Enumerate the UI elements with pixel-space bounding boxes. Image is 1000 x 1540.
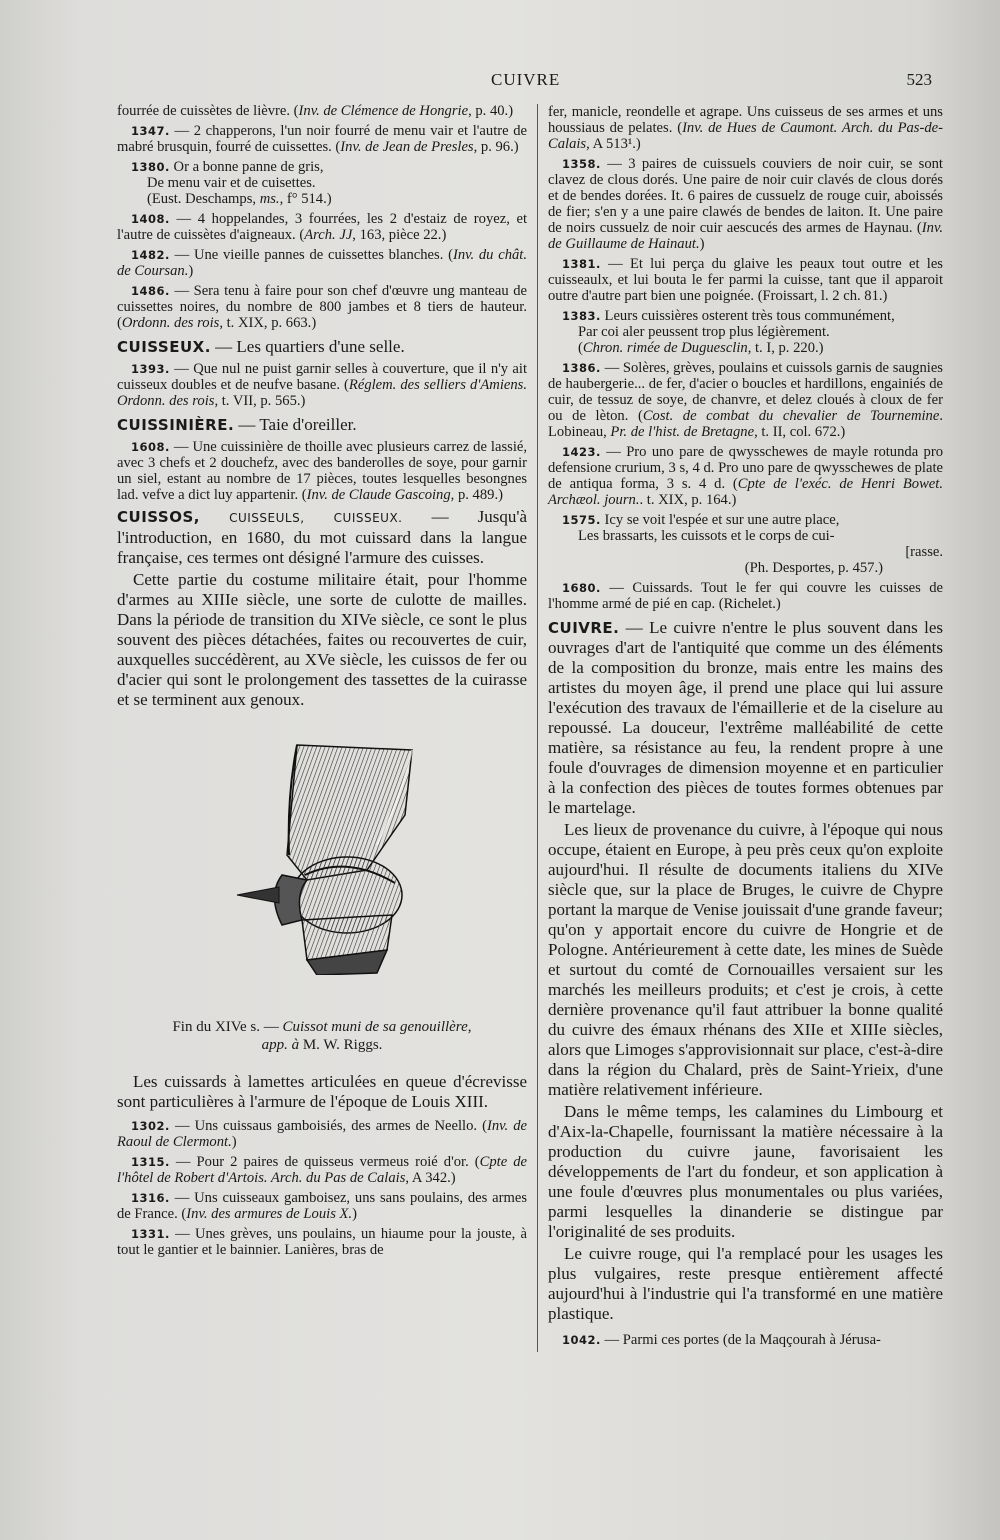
citation-1575: 1575. Icy se voit l'espée et sur une autre place, Les brassarts, les cuissots et le corps de cui- [rasse. (Ph. Desportes, p. 457.)	[562, 512, 943, 576]
running-title: CUIVRE	[491, 70, 561, 89]
running-head	[0, 70, 1000, 94]
citation-1302: 1302. — Uns cuissaus gamboisiés, des armes de Neello. (Inv. de Raoul de Clermont.)	[117, 1118, 527, 1150]
citation-1347: 1347. — 2 chapperons, l'un noir fourré de menu vair et l'autre de mabré brusquin, fourré de cuissettes. (Inv. de Jean de Presles, p. 96.)	[117, 123, 527, 155]
citation-1482: 1482. — Une vieille pannes de cuissettes blanches. (Inv. du chât. de Coursan.)	[117, 247, 527, 279]
entry-cuissiniere: CUISSINIÈRE. — Taie d'oreiller.	[117, 415, 357, 434]
entry-cuisseux: CUISSEUX. — Les quartiers d'une selle.	[117, 337, 405, 356]
citation-1316: 1316. — Uns cuisseaux gamboisez, uns sans poulains, des armes de France. (Inv. des armures de Louis X.)	[117, 1190, 527, 1222]
citation-1042: 1042. — Parmi ces portes (de la Maqçourah à Jérusa-	[562, 1332, 881, 1348]
citation-1381: 1381. — Et lui perça du glaive les peaux tout outre et les cuisseaulx, et lui bouta le fer parmi la cuisse, tant que il apparoit outre d'autre part bien une poignée. (Froissart, l. 2 ch. 81.)	[548, 256, 943, 304]
entry-cuissos: CUISSOS, CUISSEULS, CUISSEUX. — Jusqu'à l'introduction, en 1680, du mot cuissard dans la langue française, ces termes ont désigné l'armure des cuisses.	[117, 507, 527, 567]
figure-caption: Fin du XIVe s. — Cuissot muni de sa genouillère, app. à M. W. Riggs.	[172, 1019, 472, 1053]
cuissot-engraving	[227, 735, 427, 975]
citation-1380: 1380. Or a bonne panne de gris, De menu vair et de cuisettes. (Eust. Deschamps, ms., f° 514.)	[131, 159, 332, 207]
page-number: 523	[906, 70, 932, 89]
entry-continuation: fourrée de cuissètes de lièvre. (Inv. de Clémence de Hongrie, p. 40.)	[117, 103, 514, 119]
citation-1383: 1383. Leurs cuissières osterent très tous communément, Par coi aler peussent trop plus légièrement. (Chron. rimée de Duguesclin, t. I, p. 220.)	[562, 308, 895, 356]
citation-1386: 1386. — Solères, grèves, poulains et cuissols garnis de saugnies de haubergerie... de fer, d'acier o boucles et hardillons, engainiés de cuir, de tessuz de soye, de chanvre, et delez cloués à cloux de fer ou de lèton. (Cost. de combat du chevalier de Tournemine. Lobineau, Pr. de l'hist. de Bretagne, t. II, col. 672.)	[548, 360, 943, 440]
citation-1680: 1680. — Cuissards. Tout le fer qui couvre les cuisses de l'homme armé de pié en cap. (Richelet.)	[548, 580, 943, 612]
paragraph-cuivre-rouge: Le cuivre rouge, qui l'a remplacé pour les usages les plus vulgaires, reste presque entièrement affecté aujourd'hui à l'industrie qui l'a transformé en une matière plastique.	[548, 1244, 943, 1323]
citation-1315: 1315. — Pour 2 paires de quisseus vermeus roié d'or. (Cpte de l'hôtel de Robert d'Artois. Arch. du Pas de Calais, A 342.)	[117, 1154, 527, 1186]
citation-1608: 1608. — Une cuissinière de thoille avec plusieurs carrez de lassié, avec 3 chefs et 2 douchefz, avec des banderolles de soye, pour garnir un siel, estant au nombre de 17 pièces, toutes lesquelles besongnes lad. vefve a dict luy appartenir. (Inv. de Claude Gascoing, p. 489.)	[117, 439, 527, 503]
citation-1358: 1358. — 3 paires de cuissuels couviers de noir cuir, se sont clavez de clous dorés. Une paire de noir cuir clavés de clous dorés et de bendes dorées. It. 6 paires de cussuelz de rouge cuir, aboissés de fier; s'en y a une paire clawés de bendes de laiton. It. Une paire de noirs cussuelz de noir cuir aescucés des armes de Haynau. (Inv. de Guillaume de Hainaut.)	[548, 156, 943, 252]
citation-1408: 1408. — 4 hoppelandes, 3 fourrées, les 2 d'estaiz de royez, et l'autre de cuissètes d'aigneaux. (Arch. JJ, 163, pièce 22.)	[117, 211, 527, 243]
paragraph-calamines: Dans le même temps, les calamines du Limbourg et d'Aix-la-Chapelle, fournissant la matière nécessaire à la production du cuivre jaune, favorisaient les développements de l'art du fondeur, et son application à une foule d'œuvres plus monumentales ou plus variées, parmi lesquelles la dinanderie se distingue par l'originalité de ses produits.	[548, 1102, 943, 1241]
citation-1331-continued: fer, manicle, reondelle et agrape. Uns cuisseus de ses armes et uns houssiaus de pelates. (Inv. de Hues de Caumont. Arch. du Pas-de-Calais, A 513¹.)	[548, 104, 943, 152]
paragraph-cuissards: Les cuissards à lamettes articulées en queue d'écrevisse sont particulières à l'armure de l'époque de Louis XIII.	[117, 1072, 527, 1111]
cuissot-illustration	[117, 720, 527, 1010]
citation-1486: 1486. — Sera tenu à faire pour son chef d'œuvre ung manteau de cuissettes noires, du nombre de 800 jambes et 8 tiers de hauteur. (Ordonn. des rois, t. XIX, p. 663.)	[117, 283, 527, 331]
right-column	[537, 104, 943, 1352]
citation-1423: 1423. — Pro uno pare de qwysschewes de mayle rotunda pro defensione crurium, 3 s, 4 d. Pro uno pare de qwysschewes de plate de antiqua forma, 3 s. 4 d. (Cpte de l'exéc. de Henri Bowet. Archæol. journ.. t. XIX, p. 164.)	[548, 444, 943, 508]
left-column	[117, 103, 527, 1262]
citation-1331: 1331. — Unes grèves, uns poulains, un hiaume pour la jouste, à tout le gantier et le bainnier. Lanières, bras de	[117, 1226, 527, 1258]
paragraph-cuissos: Cette partie du costume militaire était, pour l'homme d'armes au XIIIe siècle, une sorte de culotte de mailles. Dans la période de transition du XIVe siècle, ce sont le plus souvent des pièces détachées, faites ou recouvertes de cuir, auxquelles succédèrent, au XVe siècle, les cuissos de fer ou d'acier qui sont le prolongement des tassettes de la cuirasse et se terminent aux genoux.	[117, 570, 527, 709]
citation-1393: 1393. — Que nul ne puist garnir selles à couverture, que il n'y ait cuisseux doubles et de neufve basane. (Réglem. des selliers d'Amiens. Ordonn. des rois, t. VII, p. 565.)	[117, 361, 527, 409]
paragraph-provenance: Les lieux de provenance du cuivre, à l'époque qui nous occupe, étaient en Europe, à peu près ceux qu'on exploite aujourd'hui. Il résulte de documents italiens du XIVe siècle que, sur la place de Bruges, le cuivre de Chypre portant la marque de Venise jouissait d'une grande faveur; qu'on y apportait encore du cuivre de Hongrie et de Pologne. Antérieurement à cette date, les mines de Suède et surtout du comté de Cornouailles versaient sur les marchés les meilleurs produits; et c'est je crois, à cette dernière provenance qu'il faut attribuer la bonne qualité du cuivre des émaux rhénans des XIIe et XIIIe siècles, alors que Limoges s'approvisionnait sur place, c'est-à-dire dans la région du Chalard, près de Saint-Yrieix, d'une matière relativement inférieure.	[548, 820, 943, 1099]
entry-cuivre: CUIVRE. — Le cuivre n'entre le plus souvent dans les ouvrages d'art de l'antiquité que comme un des éléments de la composition du bronze, mais entre les mains des artistes du moyen âge, il prend une place qui lui assure l'exécution des travaux de l'émaillerie et de la ciselure au repoussé. La douceur, l'extrême malléabilité de cette matière, sa résistance au feu, la rendent propre à une foule d'ouvrages de dimension moyenne et en particulier à la confection des pièces de toutes formes obtenues par le martelage.	[548, 618, 943, 817]
